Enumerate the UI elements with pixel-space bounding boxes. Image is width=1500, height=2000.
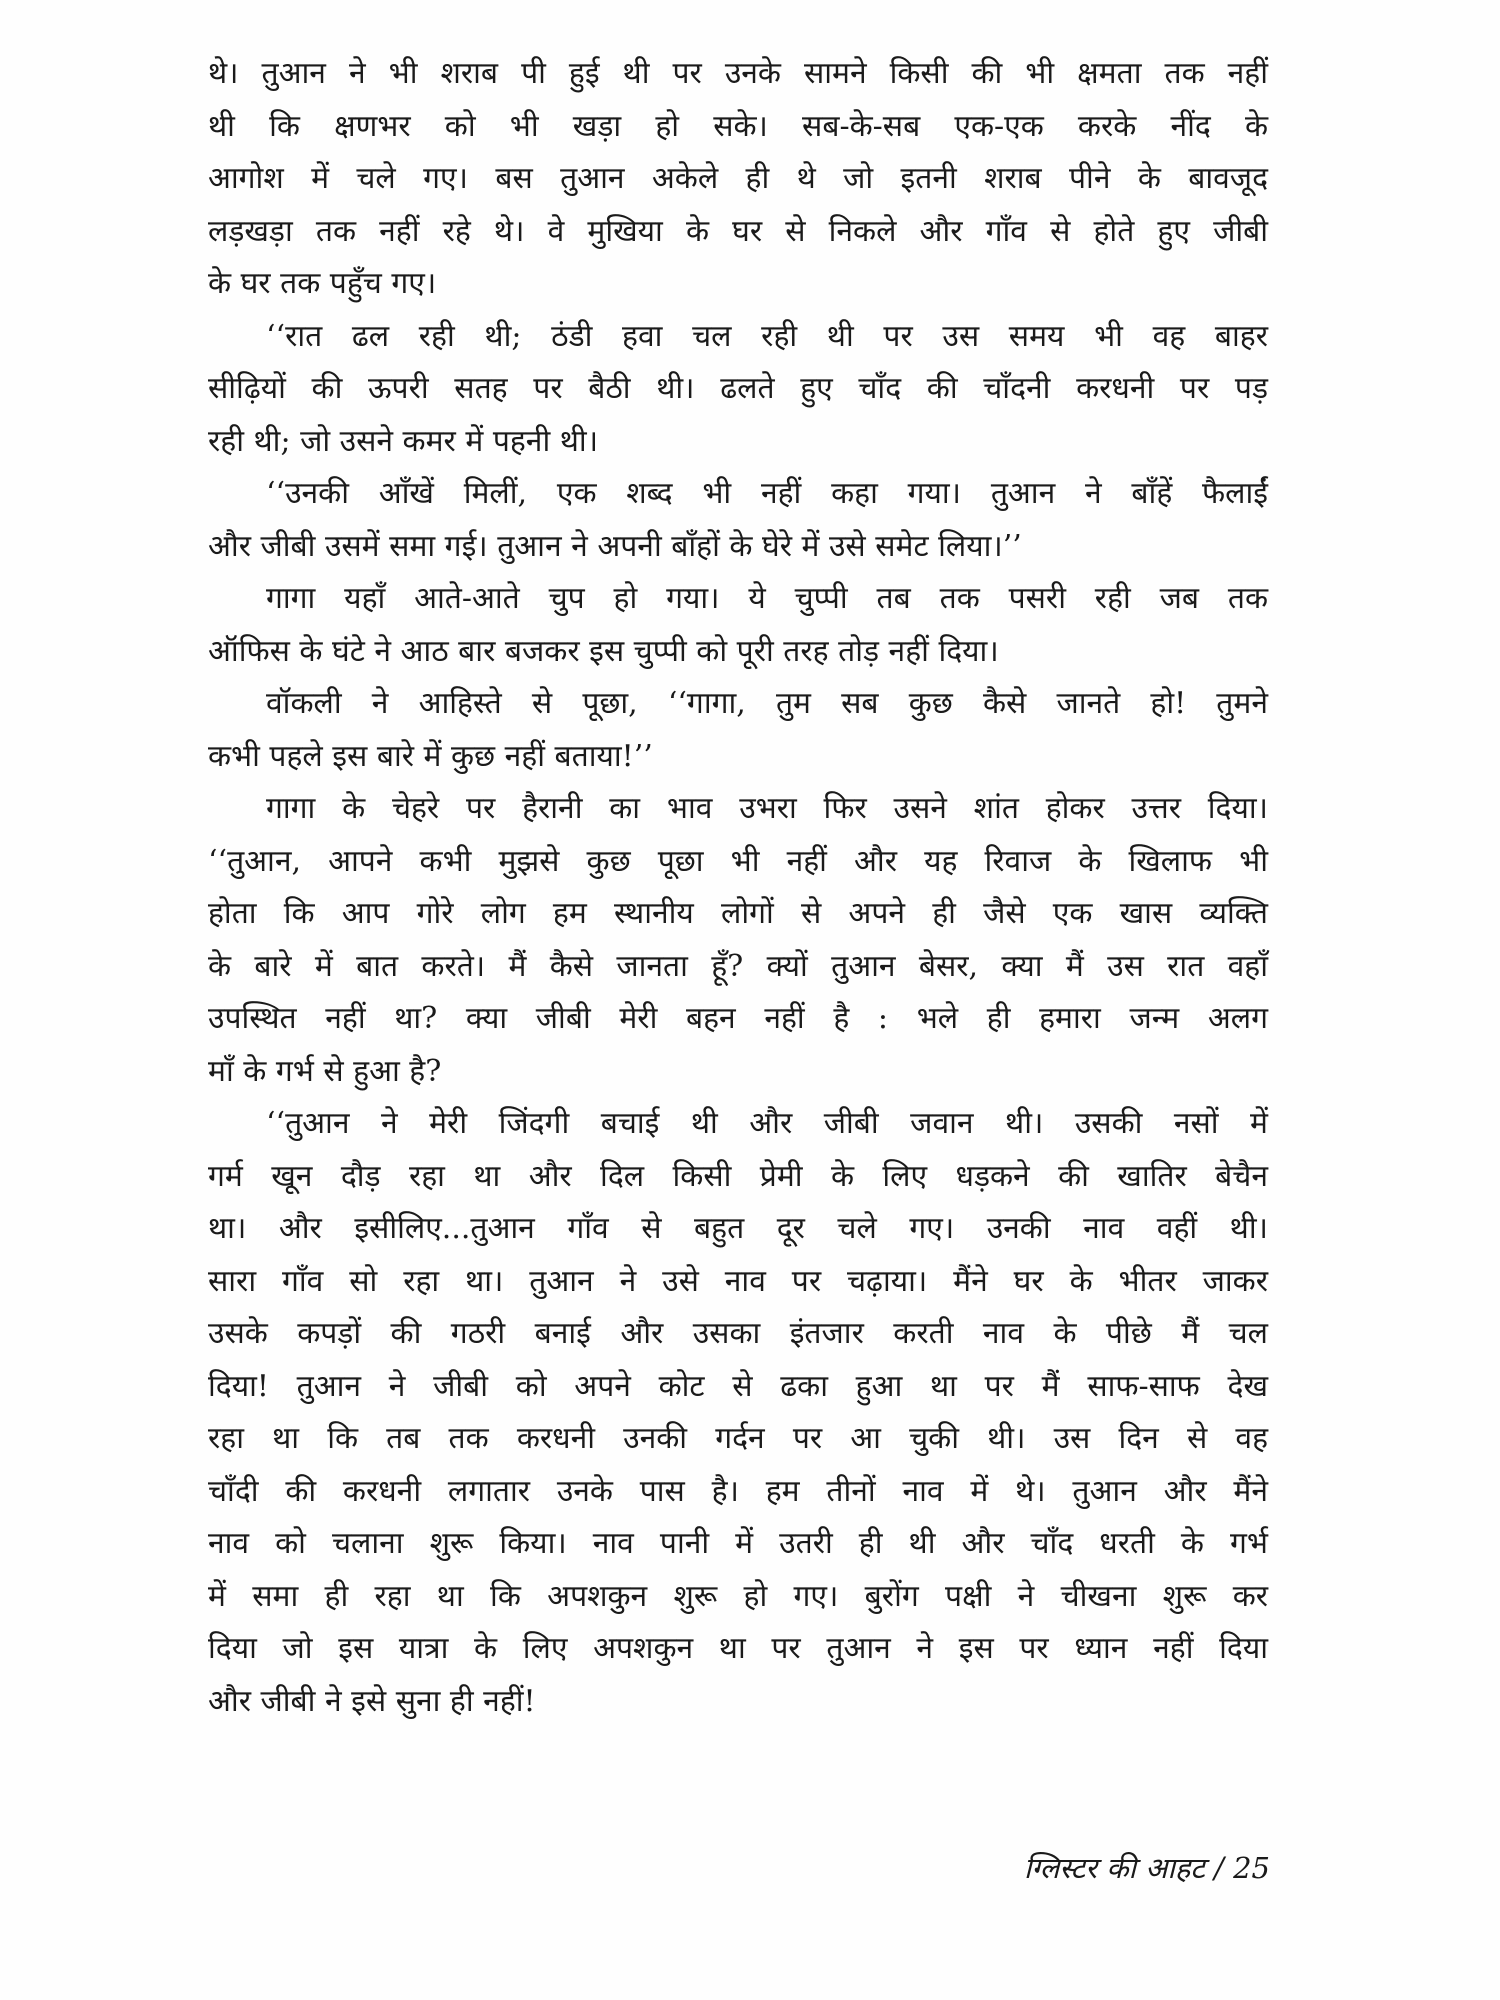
text-line: के बारे में बात करते। मैं कैसे जानता हूँ? क्यों तुआन बेसर, क्या मैं उस रात वहाँ: [208, 948, 1268, 984]
text-line: लड़खड़ा तक नहीं रहे थे। वे मुखिया के घर से निकले और गाँव से होते हुए जीबी: [208, 213, 1268, 249]
text-line: गागा यहाँ आते-आते चुप हो गया। ये चुप्पी तब तक पसरी रही जब तक: [266, 581, 1268, 616]
text-line: सारा गाँव सो रहा था। तुआन ने उसे नाव पर चढ़ाया। मैंने घर के भीतर जाकर: [208, 1263, 1268, 1299]
text-line: ‘‘तुआन, आपने कभी मुझसे कुछ पूछा भी नहीं और यह रिवाज के खिलाफ भी: [208, 843, 1268, 879]
text-line: रहा था कि तब तक करधनी उनकी गर्दन पर आ चुकी थी। उस दिन से वह: [208, 1421, 1268, 1456]
text-line: में समा ही रहा था कि अपशकुन शुरू हो गए। बुरोंग पक्षी ने चीखना शुरू कर: [208, 1578, 1269, 1614]
text-line: के घर तक पहुँच गए।: [208, 266, 437, 301]
text-line: ऑफिस के घंटे ने आठ बार बजकर इस चुप्पी को पूरी तरह तोड़ नहीं दिया।: [208, 633, 999, 669]
text-line: गर्म खून दौड़ रहा था और दिल किसी प्रेमी के लिए धड़कने की खातिर बेचैन: [208, 1158, 1268, 1194]
text-line: दिया जो इस यात्रा के लिए अपशकुन था पर तुआन ने इस पर ध्यान नहीं दिया: [208, 1631, 1268, 1666]
text-line: उसके कपड़ों की गठरी बनाई और उसका इंतजार करती नाव के पीछे मैं चल: [208, 1316, 1268, 1351]
body-text: [208, 48, 1268, 1728]
text-line: और जीबी उसमें समा गई। तुआन ने अपनी बाँहों के घेरे में उसे समेट लिया।’’: [208, 528, 1022, 564]
text-line: होता कि आप गोरे लोग हम स्थानीय लोगों से अपने ही जैसे एक खास व्यक्ति: [208, 896, 1268, 931]
text-line: दिया! तुआन ने जीबी को अपने कोट से ढका हुआ था पर मैं साफ-साफ देख: [208, 1368, 1268, 1404]
text-line: उपस्थित नहीं था? क्या जीबी मेरी बहन नहीं है : भले ही हमारा जन्म अलग: [208, 1001, 1268, 1036]
text-line: थे। तुआन ने भी शराब पी हुई थी पर उनके सामने किसी की भी क्षमता तक नहीं: [208, 56, 1268, 91]
text-line: ‘‘रात ढल रही थी; ठंडी हवा चल रही थी पर उस समय भी वह बाहर: [266, 318, 1268, 354]
footer-separator: /: [1214, 1851, 1224, 1885]
text-line: वॉकली ने आहिस्ते से पूछा, ‘‘गागा, तुम सब कुछ कैसे जानते हो! तुमने: [266, 686, 1268, 721]
text-line: माँ के गर्भ से हुआ है?: [208, 1053, 442, 1089]
text-line: ‘‘उनकी आँखें मिलीं, एक शब्द भी नहीं कहा गया। तुआन ने बाँहें फैलाईं: [266, 476, 1268, 511]
text-line: गागा के चेहरे पर हैरानी का भाव उभरा फिर उसने शांत होकर उत्तर दिया।: [266, 791, 1268, 826]
text-line: आगोश में चले गए। बस तुआन अकेले ही थे जो इतनी शराब पीने के बावजूद: [208, 161, 1268, 196]
text-line: था। और इसीलिए...तुआन गाँव से बहुत दूर चले गए। उनकी नाव वहीं थी।: [208, 1211, 1268, 1246]
page-footer: [950, 1848, 1270, 1887]
text-line: थी कि क्षणभर को भी खड़ा हो सके। सब-के-सब एक-एक करके नींद के: [208, 108, 1268, 144]
text-line: कभी पहले इस बारे में कुछ नहीं बताया!’’: [208, 738, 653, 774]
page-number: 25: [1233, 1851, 1270, 1885]
text-line: सीढ़ियों की ऊपरी सतह पर बैठी थी। ढलते हुए चाँद की चाँदनी करधनी पर पड़: [208, 371, 1268, 406]
text-line: नाव को चलाना शुरू किया। नाव पानी में उतरी ही थी और चाँद धरती के गर्भ: [208, 1526, 1268, 1561]
text-line: और जीबी ने इसे सुना ही नहीं!: [208, 1683, 536, 1719]
text-line: चाँदी की करधनी लगातार उनके पास है। हम तीनों नाव में थे। तुआन और मैंने: [208, 1473, 1268, 1509]
text-line: ‘‘तुआन ने मेरी जिंदगी बचाई थी और जीबी जवान थी। उसकी नसों में: [266, 1106, 1268, 1141]
running-title: ग्लिस्टर की आहट: [1023, 1851, 1205, 1885]
text-line: रही थी; जो उसने कमर में पहनी थी।: [208, 423, 599, 459]
